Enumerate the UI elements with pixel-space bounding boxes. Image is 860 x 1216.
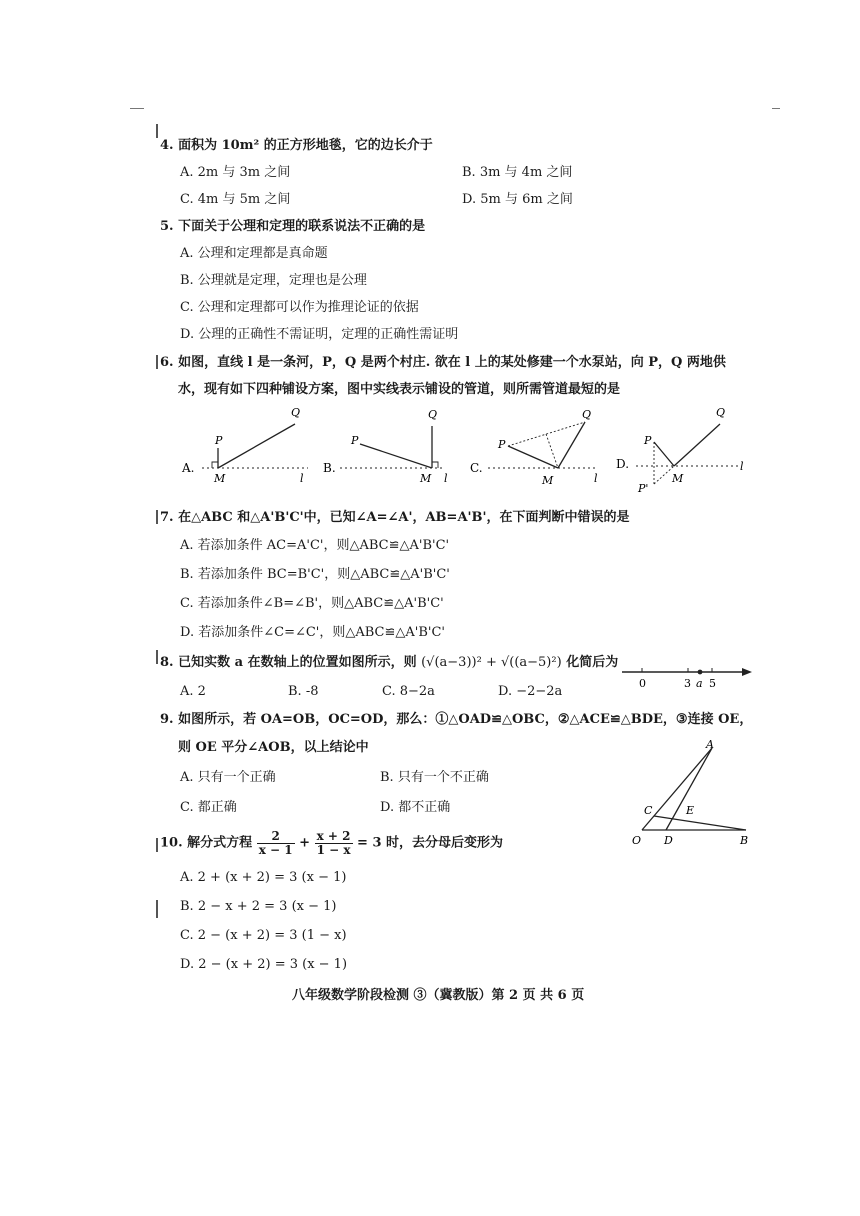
- q9-option-b: B. 只有一个不正确: [380, 770, 489, 785]
- top-rule-right: [772, 108, 780, 109]
- q6-label-d: D.: [616, 457, 630, 471]
- q4-option-d: D. 5m 与 6m 之间: [462, 192, 573, 207]
- margin-mark: [156, 838, 158, 852]
- q8-tick-3: 3: [684, 677, 691, 690]
- q8-point-a: [698, 670, 703, 675]
- q6-label-q: Q: [291, 406, 301, 419]
- q7-option-c: C. 若添加条件∠B=∠B'，则△ABC≌△A'B'C': [180, 596, 444, 611]
- q10-frac2-denominator: 1 − x: [316, 843, 351, 857]
- page-footer: 八年级数学阶段检测 ③（冀教版）第 2 页 共 6 页: [292, 988, 585, 1003]
- q10-option-c: C. 2 − (x + 2) = 3 (1 − x): [180, 928, 347, 943]
- q9-label-e: E: [686, 804, 695, 817]
- q6-label-q: Q: [582, 408, 592, 421]
- q4-stem: 4. 面积为 10m² 的正方形地毯，它的边长介于: [160, 138, 433, 153]
- q8-numberline: [618, 660, 756, 692]
- q6-label-l: l: [594, 472, 598, 485]
- q8-option-c: C. 8−2a: [382, 684, 435, 699]
- q6-line1: 6. 如图，直线 l 是一条河，P，Q 是两个村庄. 欲在 l 上的某处修建一个水泵站，向 P，Q 两地供: [160, 355, 726, 370]
- q9-label-c: C: [644, 804, 653, 817]
- q8-option-a: A. 2: [180, 684, 206, 699]
- q8-tick-5: 5: [709, 677, 716, 690]
- q6-label-p: P: [644, 434, 652, 447]
- q6-label-a: A.: [182, 461, 195, 475]
- q4-option-c: C. 4m 与 5m 之间: [180, 192, 291, 207]
- margin-mark: [156, 355, 158, 369]
- q9-option-d: D. 都不正确: [380, 800, 451, 815]
- q6-label-l: l: [300, 472, 304, 485]
- q9-label-a: A: [706, 738, 714, 751]
- q7-option-a: A. 若添加条件 AC=A'C'，则△ABC≌△A'B'C': [180, 538, 450, 553]
- q6-diagram-c: [470, 408, 598, 487]
- q8-option-d: D. −2−2a: [498, 684, 563, 699]
- margin-mark: [156, 124, 158, 138]
- q10-stem: [160, 830, 503, 857]
- q5-option-b: B. 公理就是定理，定理也是公理: [180, 273, 367, 288]
- q4-option-a: A. 2m 与 3m 之间: [180, 165, 291, 180]
- q6-diagram-d: [616, 406, 744, 495]
- top-rule-left: [130, 108, 144, 109]
- q6-label-m: M: [420, 472, 432, 485]
- q9-line2: 则 OE 平分∠AOB，以上结论中: [178, 740, 369, 755]
- q10-fraction-1: [257, 830, 295, 857]
- q10-fraction-2: [315, 830, 353, 857]
- q10-option-b: B. 2 − x + 2 = 3 (x − 1): [180, 899, 337, 914]
- q7-stem: 7. 在△ABC 和△A'B'C'中，已知∠A=∠A'，AB=A'B'，在下面判断中错误的是: [160, 510, 630, 525]
- q5-option-a: A. 公理和定理都是真命题: [180, 246, 328, 261]
- q10-frac1-numerator: 2: [257, 830, 295, 844]
- q9-label-d: D: [664, 834, 673, 847]
- q6-label-l: l: [740, 460, 744, 473]
- q8-option-b: B. -8: [288, 684, 319, 699]
- q6-label-m: M: [214, 472, 226, 485]
- q6-label-l: l: [444, 472, 448, 485]
- q9-label-b: B: [740, 834, 749, 847]
- q6-label-q: Q: [428, 408, 438, 421]
- q7-option-d: D. 若添加条件∠C=∠C'，则△ABC≌△A'B'C': [180, 625, 445, 640]
- q9-line1: 9. 如图所示，若 OA=OB，OC=OD，那么：①△OAD≌△OBC，②△ACE≌△BDE，③连接 OE，: [160, 712, 753, 727]
- q6-label-q: Q: [716, 406, 726, 419]
- q6-line2: 水，现有如下四种铺设方案，图中实线表示铺设的管道，则所需管道最短的是: [178, 382, 621, 397]
- q10-plus: +: [299, 835, 311, 851]
- q10-frac1-denominator: x − 1: [258, 843, 293, 857]
- q6-diagram-b: [323, 408, 448, 485]
- q6-label-b: B.: [323, 461, 336, 475]
- q8-stem-suffix: 化简后为: [566, 655, 619, 670]
- q6-label-c: C.: [470, 461, 483, 475]
- q4-option-b: B. 3m 与 4m 之间: [462, 165, 573, 180]
- q10-prefix: 10. 解分式方程: [160, 835, 253, 851]
- q8-stem-prefix: 8. 已知实数 a 在数轴上的位置如图所示，则: [160, 655, 417, 670]
- q8-tick-a: a: [696, 677, 703, 690]
- q5-option-c: C. 公理和定理都可以作为推理论证的依据: [180, 300, 419, 315]
- q6-label-p-prime: P': [638, 482, 649, 495]
- margin-mark: [156, 510, 158, 524]
- q6-label-m: M: [542, 474, 554, 487]
- q6-figure: [180, 400, 760, 498]
- margin-mark: [156, 650, 158, 664]
- q8-stem: [160, 655, 618, 671]
- q10-frac2-numerator: x + 2: [316, 829, 351, 843]
- q6-label-m: M: [672, 472, 684, 485]
- q10-option-a: A. 2 + (x + 2) = 3 (x − 1): [180, 870, 347, 885]
- q5-stem: 5. 下面关于公理和定理的联系说法不正确的是: [160, 219, 426, 234]
- q9-figure: [628, 734, 756, 850]
- q10-suffix: = 3 时，去分母后变形为: [357, 835, 504, 851]
- q5-option-d: D. 公理的正确性不需证明，定理的正确性需证明: [180, 327, 459, 342]
- q6-label-p: P: [215, 434, 223, 447]
- q6-label-p: P: [498, 438, 506, 451]
- q10-option-d: D. 2 − (x + 2) = 3 (x − 1): [180, 957, 348, 972]
- q8-tick-0: 0: [639, 677, 646, 690]
- q8-stem-expr: (√(a−3))² + √((a−5)²): [421, 655, 562, 670]
- q6-diagram-a: [181, 406, 308, 485]
- q9-option-c: C. 都正确: [180, 800, 237, 815]
- margin-mark: [156, 900, 158, 918]
- q9-label-o: O: [632, 834, 642, 847]
- q6-label-p: P: [351, 434, 359, 447]
- q7-option-b: B. 若添加条件 BC=B'C'，则△ABC≌△A'B'C': [180, 567, 450, 582]
- q9-option-a: A. 只有一个正确: [180, 770, 276, 785]
